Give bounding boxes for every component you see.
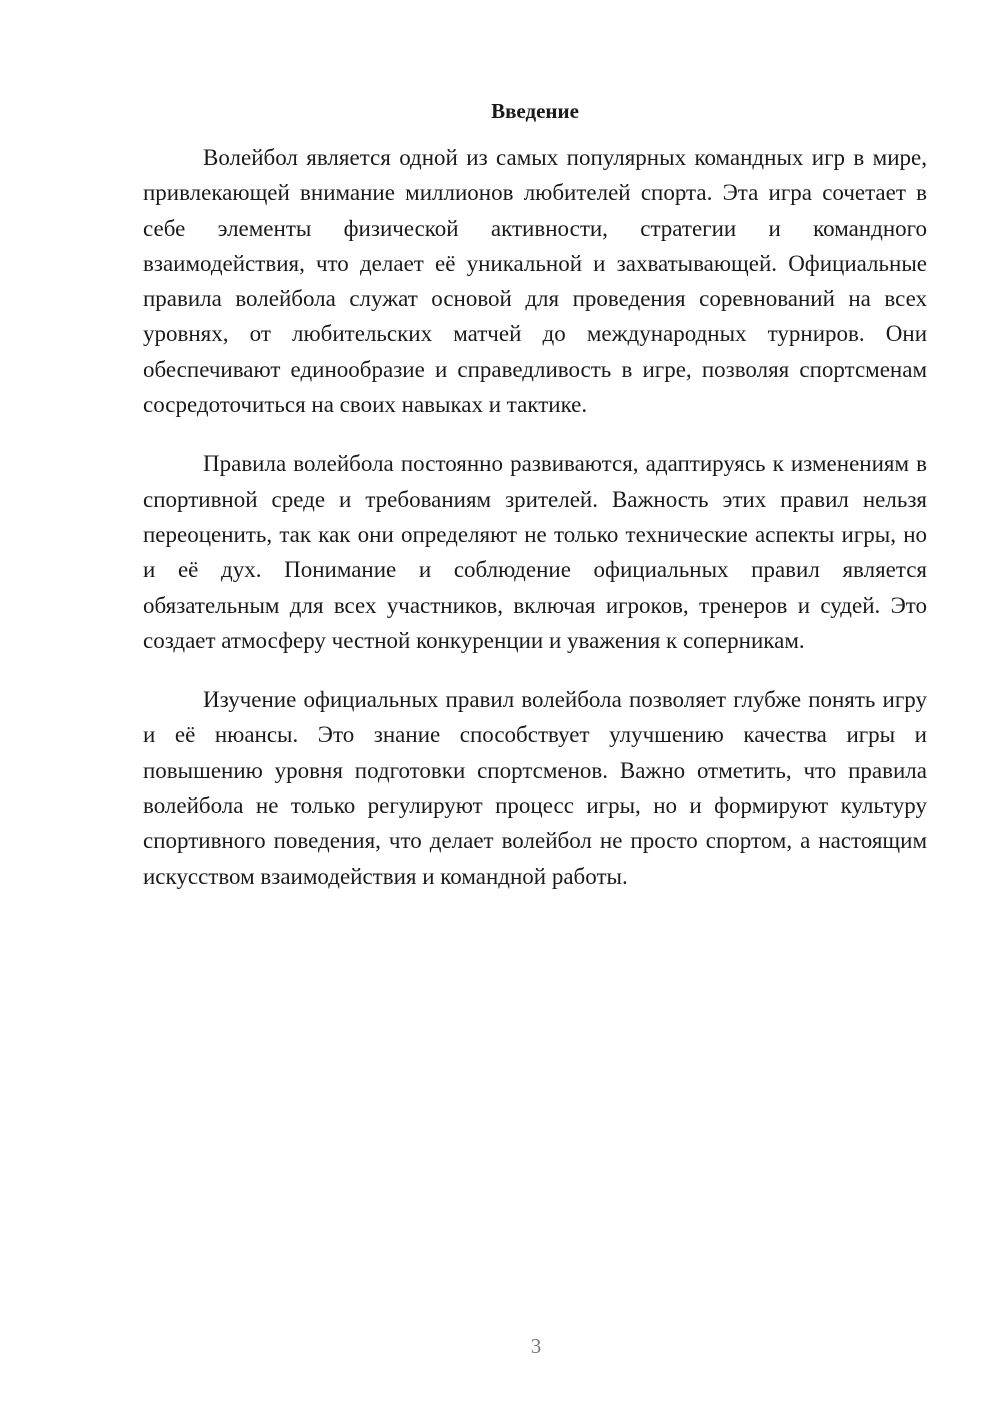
section-title: Введение bbox=[491, 99, 579, 123]
paragraph-1: Волейбол является одной из самых популярных командных игр в мире, привлекающей внимание миллионов любителей спорта. Эта игра сочетает в себе элементы физической активности, стратегии и командного взаимодействия, что делает её уникальной и захватывающей. Официальные правила волейбола служат основой для проведения соревнований на всех уровнях, от любительских матчей до международных турниров. Они обеспечивают единообразие и справедливость в игре, позволяя спортсменам сосредоточиться на своих навыках и тактике. bbox=[143, 145, 927, 418]
page-number: 3 bbox=[530, 1334, 542, 1358]
paragraph-2: Правила волейбола постоянно развиваются, адаптируясь к изменениям в спортивной среде и требованиям зрителей. Важность этих правил нельзя переоценить, так как они определяют не только технические аспекты игры, но и её дух. Понимание и соблюдение официальных правил является обязательным для всех участников, включая игроков, тренеров и судей. Это создает атмосферу честной конкуренции и уважения к соперникам. bbox=[143, 451, 927, 653]
paragraph-3: Изучение официальных правил волейбола позволяет глубже понять игру и её нюансы. Это знание способствует улучшению качества игры и повышению уровня подготовки спортсменов. Важно отметить, что правила волейбола не только регулируют процесс игры, но и формируют культуру спортивного поведения, что делает волейбол не просто спортом, а настоящим искусством взаимодействия и командной работы. bbox=[143, 687, 927, 889]
body-text bbox=[143, 140, 927, 918]
